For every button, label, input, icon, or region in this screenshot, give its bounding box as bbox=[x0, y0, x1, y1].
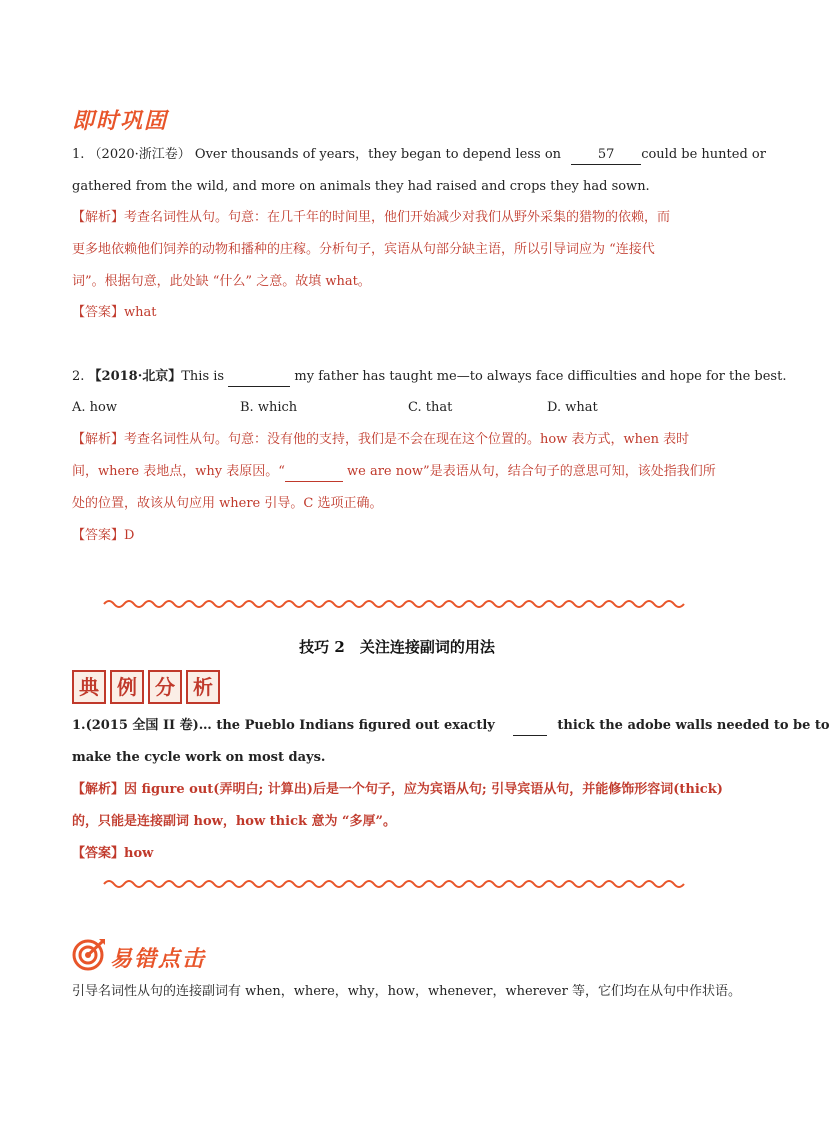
question-text: could be hunted or bbox=[641, 147, 766, 162]
answer-line: 【答案】how bbox=[72, 846, 154, 861]
heading-char: 例 bbox=[110, 670, 144, 704]
question-source: 1.(2015 全国 II 卷) bbox=[72, 718, 199, 733]
answer-line: 【答案】D bbox=[72, 528, 135, 543]
analysis-line: 的，只能是连接副词 how，how thick 意为 “多厚”。 bbox=[72, 814, 397, 829]
heading-char: 分 bbox=[148, 670, 182, 704]
option-c: C. that bbox=[408, 400, 453, 415]
heading-char: 典 bbox=[72, 670, 106, 704]
heading-example-analysis bbox=[72, 670, 224, 704]
question-text: my father has taught me—to always face difficulties and hope for the best. bbox=[294, 369, 787, 384]
question-source: 【2018·北京】 bbox=[88, 369, 182, 384]
heading-error-prone: 易错点击 bbox=[110, 947, 207, 972]
target-icon bbox=[72, 938, 106, 972]
question-number: 1. bbox=[72, 147, 85, 162]
question-1 bbox=[72, 146, 766, 165]
note-text: 引导名词性从句的连接副词有 when，where，why，how，whenever，wherever 等，它们均在从句中作状语。 bbox=[72, 984, 741, 999]
analysis-line: 【解析】考查名词性从句。句意：没有他的支持，我们是不会在现在这个位置的。how 表方式，when 表时 bbox=[72, 432, 690, 447]
question-1-line2: gathered from the wild, and more on animals they had raised and crops they had sown. bbox=[72, 179, 650, 194]
analysis-line: 【解析】考查名词性从句。句意：在几千年的时间里，他们开始减少对我们从野外采集的猎物的依赖，而 bbox=[72, 210, 671, 225]
analysis-line bbox=[72, 463, 716, 482]
option-b: B. which bbox=[240, 400, 298, 415]
question-3-line2: make the cycle work on most days. bbox=[72, 750, 326, 765]
question-2 bbox=[72, 368, 786, 387]
question-text: … the Pueblo Indians figured out exactly bbox=[198, 718, 495, 733]
analysis-text: we are now”是表语从句，结合句子的意思可知，该处指我们所 bbox=[342, 464, 716, 479]
analysis-line: 更多地依赖他们饲养的动物和播种的庄稼。分析句子，宾语从句部分缺主语，所以引导词应为 “连接代 bbox=[72, 242, 655, 257]
heading-practice: 即时巩固 bbox=[72, 109, 169, 134]
option-d: D. what bbox=[547, 400, 598, 415]
heading-char: 析 bbox=[186, 670, 220, 704]
question-text: thick the adobe walls needed to be to bbox=[557, 718, 830, 733]
answer-blank bbox=[513, 717, 547, 736]
question-text: Over thousands of years，they began to depend less on bbox=[194, 147, 562, 162]
wavy-divider bbox=[104, 878, 690, 890]
answer-blank bbox=[228, 368, 290, 387]
option-a: A. how bbox=[72, 400, 117, 415]
wavy-divider bbox=[104, 598, 690, 610]
question-text: This is bbox=[181, 369, 225, 384]
analysis-line: 【解析】因 figure out(弄明白; 计算出)后是一个句子，应为宾语从句; 引导宾语从句，并能修饰形容词(thick) bbox=[72, 782, 723, 797]
section-title: 技巧 2 关注连接副词的用法 bbox=[299, 638, 495, 656]
answer-line: 【答案】what bbox=[72, 305, 157, 320]
answer-blank bbox=[285, 463, 343, 482]
answer-blank: 57 bbox=[571, 146, 641, 165]
question-source: （2020·浙江卷） bbox=[88, 147, 191, 162]
analysis-line: 处的位置，故该从句应用 where 引导。C 选项正确。 bbox=[72, 496, 383, 511]
question-3 bbox=[72, 717, 830, 736]
question-number: 2. bbox=[72, 369, 85, 384]
analysis-text: 间，where 表地点，why 表原因。“ bbox=[72, 464, 285, 479]
analysis-line: 词”。根据句意，此处缺 “什么” 之意。故填 what。 bbox=[72, 274, 371, 289]
